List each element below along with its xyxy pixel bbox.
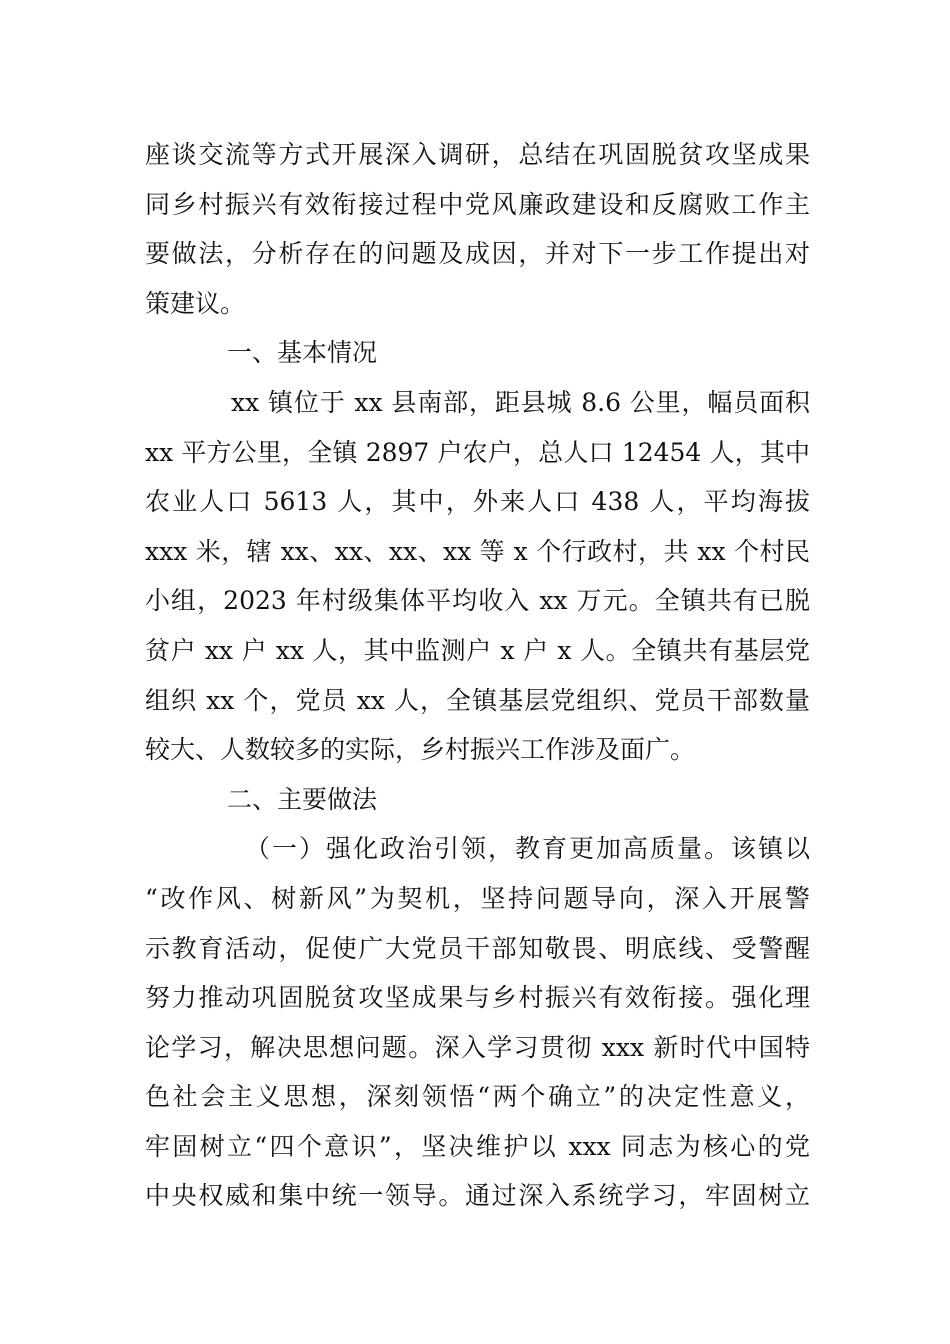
paragraph-basic-info [145, 378, 810, 775]
text-line: 牢固树立“四个意识”，坚决维护以 xxx 同志为核心的党 [145, 1131, 810, 1161]
text-line: 小组，2023 年村级集体平均收入 xx 万元。全镇共有已脱 [145, 586, 810, 616]
section-heading-measures [145, 775, 810, 825]
text-line: （一）强化政治引领，教育更加高质量。该镇以 [245, 834, 810, 864]
text-line: “改作风、树新风”为契机，坚持问题导向，深入开展警 [145, 883, 810, 913]
text-line: 农业人口 5613 人，其中，外来人口 438 人，平均海拔 [145, 487, 810, 517]
text-line: 要做法，分析存在的问题及成因，并对下一步工作提出对 [145, 239, 810, 269]
text-line: 努力推动巩固脱贫攻坚成果与乡村振兴有效衔接。强化理 [145, 983, 810, 1013]
section-heading-basic [145, 328, 810, 378]
text-line: 论学习，解决思想问题。深入学习贯彻 xxx 新时代中国特 [145, 1032, 810, 1062]
heading-text: 一、基本情况 [227, 338, 378, 368]
paragraph-intro [145, 130, 810, 328]
text-line: xx 平方公里，全镇 2897 户农户，总人口 12454 人，其中 [145, 437, 810, 467]
text-line: xx 镇位于 xx 县南部，距县城 8.6 公里，幅员面积 [231, 387, 810, 417]
text-line: 组织 xx 个，党员 xx 人，全镇基层党组织、党员干部数量 [145, 685, 810, 715]
paragraph-measure-1 [145, 824, 810, 1221]
text-line: 色社会主义思想，深刻领悟“两个确立”的决定性意义， [145, 1082, 810, 1112]
text-line: 同乡村振兴有效衔接过程中党风廉政建设和反腐败工作主 [145, 189, 810, 219]
text-line: xxx 米，辖 xx、xx、xx、xx 等 x 个行政村，共 xx 个村民 [145, 536, 810, 566]
text-line: 较大、人数较多的实际，乡村振兴工作涉及面广。 [145, 735, 696, 765]
text-line: 示教育活动，促使广大党员干部知敬畏、明底线、受警醒 [145, 933, 810, 963]
heading-text: 二、主要做法 [227, 784, 378, 814]
text-line: 贫户 xx 户 xx 人，其中监测户 x 户 x 人。全镇共有基层党 [145, 635, 810, 665]
text-line: 策建议。 [145, 288, 246, 318]
text-line: 座谈交流等方式开展深入调研，总结在巩固脱贫攻坚成果 [145, 140, 810, 169]
text-line: 中央权威和集中统一领导。通过深入系统学习，牢固树立 [145, 1181, 810, 1211]
body-text [145, 130, 810, 1221]
